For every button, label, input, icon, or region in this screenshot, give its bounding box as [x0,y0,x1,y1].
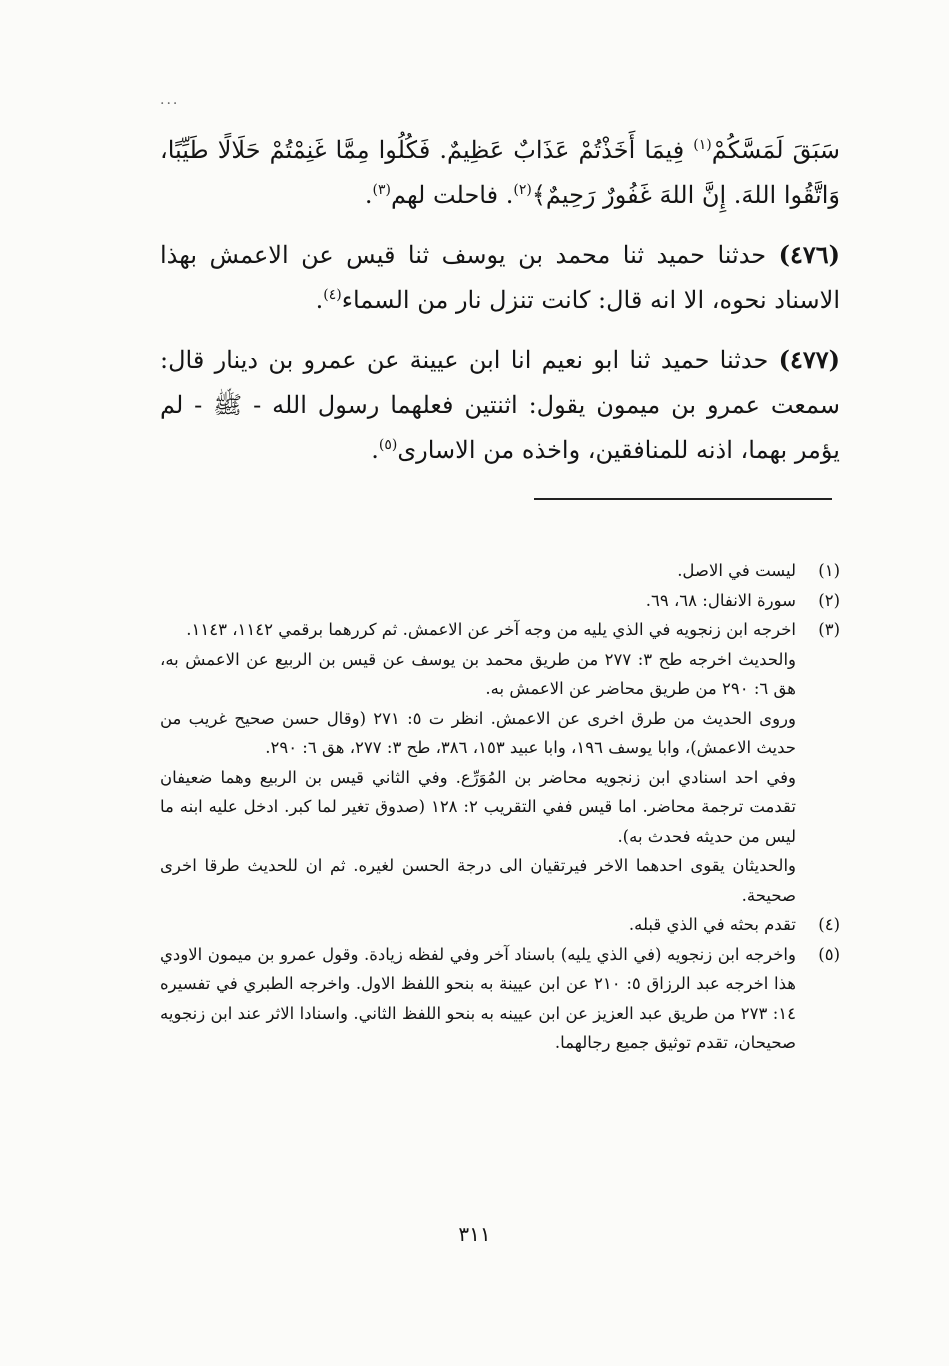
footnote-number: (٢) [818,590,840,610]
hadith-477: (٤٧٧) حدثنا حميد ثنا ابو نعيم انا ابن عيينة عن عمرو بن دينار قال: سمعت عمرو بن ميمون يقول: اثنتين فعلهما رسول الله - ﷺ - لم يؤمر بهما، اذنه للمنافقين، واخذه من الاسارى$^{(٥)}$. [160,345,840,464]
footnote-ref: (٥) [378,437,398,453]
footnotes [160,556,840,1058]
quran-passage: سَبَقَ لَمَسَّكُمْ$^{(١)}$ فِيمَا أَخَذْتُمْ عَذَابٌ عَظِيمٌ. فَكُلُوا مِمَّا غَنِمْتُمْ حَلَالًا طَيِّبًا، وَاتَّقُوا اللهَ. إِنَّ اللهَ غَفُورٌ رَحِيمٌ﴾$^{(٢)}$. فاحلت لهم$^{(٣)}$. [160,136,841,209]
footnote-2: (٢) سورة الانفال: ٦٨، ٦٩. [160,586,840,616]
hadith-476: (٤٧٦) حدثنا حميد ثنا محمد بن يوسف ثنا قيس عن الاعمش بهذا الاسناد نحوه، الا انه قال: كانت تنزل نار من السماء$^{(٤)}$. [160,240,840,314]
footnote-separator [534,498,832,500]
footnote-4: (٤) تقدم بحثه في الذي قبله. [160,910,840,940]
footnote-ref: (١) [693,137,712,153]
hadith-text: حدثنا حميد ثنا ابو نعيم انا ابن عيينة عن عمرو بن دينار قال: سمعت عمرو بن ميمون يقول: اثنتين فعلهما رسول الله - ﷺ - لم يؤمر بهما، اذنه للمنافقين، واخذه من الاسارى [160,346,840,464]
footnote-number: (١) [818,561,840,580]
hadith-number: (٤٧٧) [778,345,840,374]
footnote-5: (٥) واخرجه ابن زنجويه (في الذي يليه) باسناد آخر وفي لفظه زيادة. وقول عمرو بن ميمون الاودي هذا اخرجه عبد الرزاق ٥: ٢١٠ عن ابن عيينة به بنحو اللفظ الاول. واخرجه الطبري في تفسيره ١٤: ٢٧٣ من طريق عبد العزيز عن ابن عيينه به بنحو اللفظ الثاني. واسنادا الاثر عند ابن زنجويه صحيحان، تقدم توثيق جميع رجالهما. [160,940,840,1058]
quran-segment: فِيمَا أَخَذْتُمْ عَذَابٌ عَظِيمٌ. فَكُلُوا مِمَّا غَنِمْتُمْ حَلَالًا طَيِّبًا، وَاتَّقُوا اللهَ. إِنَّ اللهَ غَفُورٌ رَحِيمٌ﴾ [160,136,840,209]
quran-segment: . فاحلت لهم [390,181,514,209]
footnote-1: (١) ليست في الاصل. [160,556,840,586]
footnote-ref: (٣) [372,182,391,198]
quran-segment: سَبَقَ لَمَسَّكُمْ [711,136,841,164]
hadith-text: حدثنا حميد ثنا محمد بن يوسف ثنا قيس عن الاعمش بهذا الاسناد نحوه، الا انه قال: كانت تنزل نار من السماء [160,241,840,314]
main-text [160,128,840,487]
footnote-number: (٤) [818,915,840,934]
footnote-number: (٣) [818,620,840,639]
footnote-3: (٣) اخرجه ابن زنجويه في الذي يليه من وجه آخر عن الاعمش. ثم كررهما برقمي ١١٤٢، ١١٤٣. والحديث اخرجه طح ٣: ٢٧٧ من طريق محمد بن يوسف عن قيس بن الربيع عن الاعمش به، هق ٦: ٢٩٠ من طريق محاضر عن الاعمش به. وروى الحديث من طرق اخرى عن الاعمش. انظر ت ٥: ٢٧١ (وقال حسن صحيح غريب من حديث الاعمش)، وابا يوسف ١٩٦، وابا عبيد ١٥٣، ٣٨٦، طح ٣: ٢٧٧، هق ٦: ٢٩٠. وفي احد اسنادي ابن زنجويه محاضر بن المُوَرِّع. وفي الثاني قيس بن الربيع وهما ضعيفان تقدمت ترجمة محاضر. اما قيس ففي التقريب ٢: ١٢٨ (صدوق تغير لما كبر. ادخل عليه ابنه ما ليس من حديثه فحدث به). والحديثان يقوى احدهما الاخر فيرتقيان الى درجة الحسن لغيره. ثم ان للحديث طرقا اخرى صحيحة. [160,615,840,910]
footnote-ref: (٢) [513,182,532,198]
margin-dots: ... [160,92,180,108]
page-number: ٣١١ [458,1222,491,1246]
footnote-ref: (٤) [323,287,342,303]
hadith-number: (٤٧٦) [778,240,840,269]
footnote-number: (٥) [818,944,840,964]
